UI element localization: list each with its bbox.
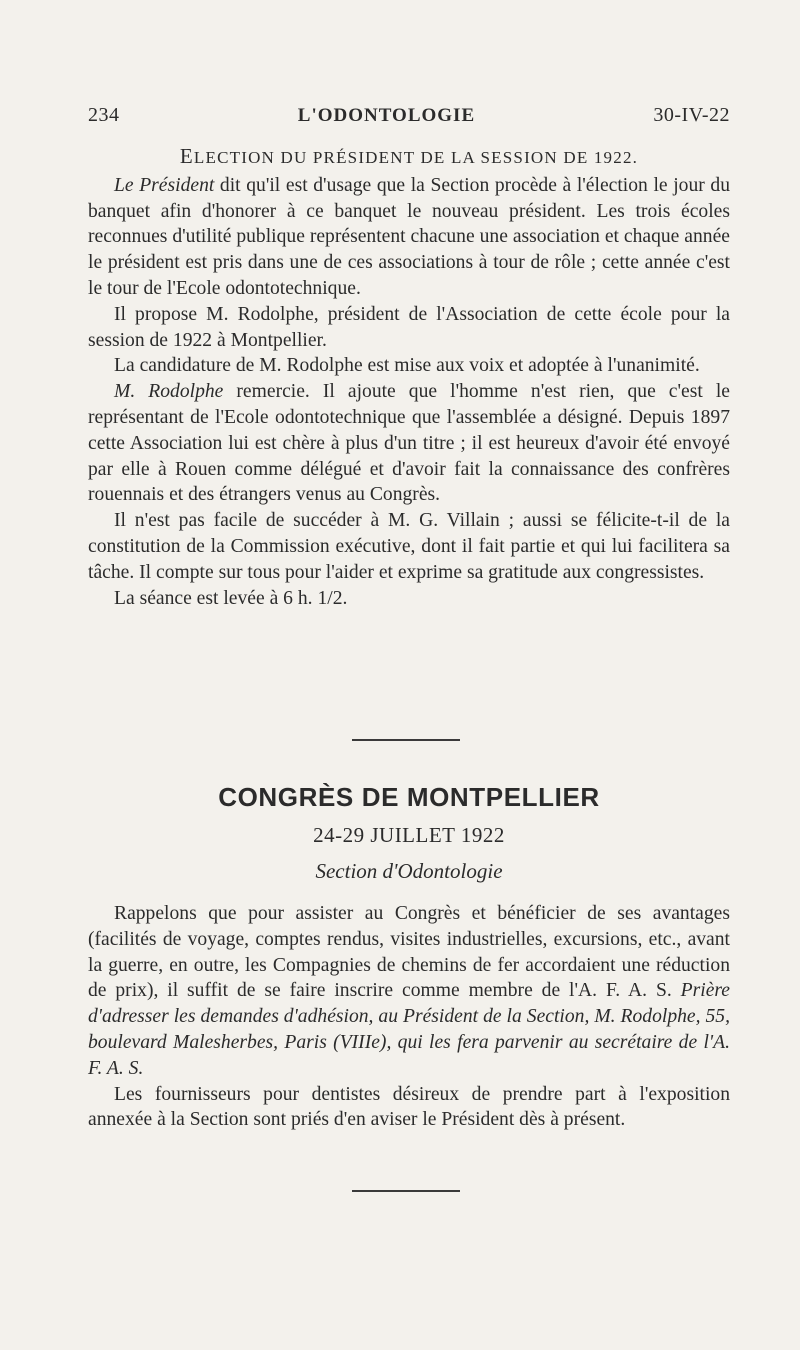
article-title: CONGRÈS DE MONTPELLIER bbox=[218, 782, 600, 812]
election-section bbox=[88, 144, 730, 611]
paragraph: Il n'est pas facile de succéder à M. G. Villain ; aussi se félicite-t-il de la constitution de la Commission exécutive, dont il fait partie et qui lui facilitera sa tâche. Il compte sur tous pour l'aider et exprime sa gratitude aux congressistes. bbox=[88, 510, 730, 583]
section-heading: ELECTION DU PRÉSIDENT DE LA SESSION DE 1922. bbox=[179, 144, 639, 168]
paragraph: La séance est levée à 6 h. 1/2. bbox=[114, 587, 348, 609]
running-header bbox=[88, 104, 730, 127]
issue-date: 30-IV-22 bbox=[653, 104, 730, 126]
divider bbox=[352, 739, 460, 741]
congress-section bbox=[88, 901, 730, 1133]
congress-dates: 24-29 JUILLET 1922 bbox=[313, 823, 505, 847]
paragraph: Le Président dit qu'il est d'usage que la Section procède à l'élection le jour du banquet afin d'honorer à ce banquet le nouveau président. Les trois écoles reconnues d'utilité publique représentent chacune une association et chaque année le président est pris dans une de ces associations à tour de rôle ; cette année c'est le tour de l'Ecole odontotechnique. bbox=[88, 174, 730, 299]
paragraph: Rappelons que pour assister au Congrès et bénéficier de ses avantages (facilités de voyage, comptes rendus, visites industrielles, excursions, etc., avant la guerre, en outre, les Compagnies de chemins de fer accordaient une réduction de prix), il suffit de se faire inscrire comme membre de l'A. F. A. S. Prière d'adresser les demandes d'adhésion, au Président de la Section, M. Rodolphe, 55, boulevard Malesherbes, Paris (VIIIe), qui les fera parvenir au secrétaire de l'A. F. A. S. bbox=[88, 903, 730, 1079]
journal-title: L'ODONTOLOGIE bbox=[297, 105, 476, 126]
paragraph: M. Rodolphe remercie. Il ajoute que l'homme n'est rien, que c'est le représentant de l'Ecole odontotechnique que l'assemblée a désigné. Depuis 1897 cette Association lui est chère à plus d'un titre ; il est heureux d'avoir été envoyé par elle à Rouen comme délégué et d'avoir fait la connaissance des confrères rouennais et des étrangers venus au Congrès. bbox=[88, 381, 730, 506]
page-number: 234 bbox=[88, 104, 120, 126]
paragraph: Il propose M. Rodolphe, président de l'Association de cette école pour la session de 1922 à Montpellier. bbox=[88, 303, 730, 351]
section-subtitle: Section d'Odontologie bbox=[315, 859, 503, 883]
paragraph: La candidature de M. Rodolphe est mise aux voix et adoptée à l'unanimité. bbox=[114, 355, 700, 377]
divider bbox=[352, 1190, 460, 1192]
paragraph: Les fournisseurs pour dentistes désireux de prendre part à l'exposition annexée à la Section sont priés d'en aviser le Président dès à présent. bbox=[88, 1083, 730, 1131]
